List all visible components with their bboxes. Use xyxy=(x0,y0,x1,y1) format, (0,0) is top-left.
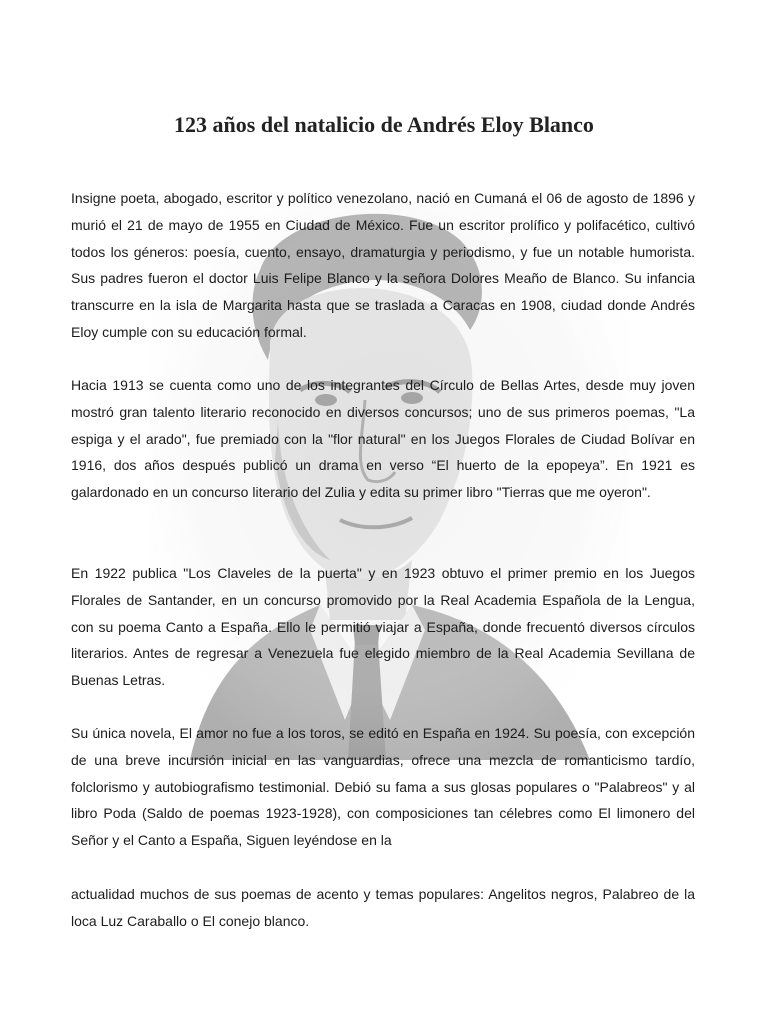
document-title: 123 años del natalicio de Andrés Eloy Blanco xyxy=(174,112,594,137)
paragraph-early-career: Hacia 1913 se cuenta como uno de los integrantes del Círculo de Bellas Artes, desde muy joven mostró gran talento literario reconocido en diversos concursos; uno de sus primeros poemas, "La espiga y el arado", fue premiado con la "flor natural" en los Juegos Florales de Ciudad Bolívar en 1916, dos años después publicó un drama en verso “El huerto de la epopeya”. En 1921 es galardonado en un concurso literario del Zulia y edita su primer libro "Tierras que me oyeron". xyxy=(71,377,695,501)
paragraph-biography-intro: Insigne poeta, abogado, escritor y político venezolano, nació en Cumaná el 06 de agosto de 1896 y murió el 21 de mayo de 1955 en Ciudad de México. Fue un escritor prolífico y polifacético, cultivó todos los géneros: poesía, cuento, ensayo, dramaturgia y periodismo, y fue un notable humorista. Sus padres fueron el doctor Luis Felipe Blanco y la señora Dolores Meaño de Blanco. Su infancia transcurre en la isla de Margarita hasta que se traslada a Caracas en 1908, ciudad donde Andrés Eloy cumple con su educación formal. xyxy=(71,190,695,340)
paragraph-awards-spain: En 1922 publica "Los Claveles de la puerta" y en 1923 obtuvo el primer premio en los Juegos Florales de Santander, en un concurso promovido por la Real Academia Española de la Lengua, con su poema Canto a España. Ello le permitió viajar a España, donde frecuentó diversos círculos literarios. Antes de regresar a Venezuela fue elegido miembro de la Real Academia Sevillana de Buenas Letras. xyxy=(71,565,695,689)
paragraph-novel-poetry: Su única novela, El amor no fue a los toros, se editó en España en 1924. Su poesía, con excepción de una breve incursión inicial en las vanguardias, ofrece una mezcla de romanticismo tardío, folclorismo y autobiografismo testimonial. Debió su fama a sus glosas populares o "Palabreos" y al libro Poda (Saldo de poemas 1923-1928), con composiciones tan célebres como El limonero del Señor y el Canto a España, Siguen leyéndose en la xyxy=(71,725,695,849)
paragraph-popular-poems: actualidad muchos de sus poemas de acento y temas populares: Angelitos negros, Palabreo de la loca Luz Caraballo o El conejo blanco. xyxy=(71,886,695,929)
